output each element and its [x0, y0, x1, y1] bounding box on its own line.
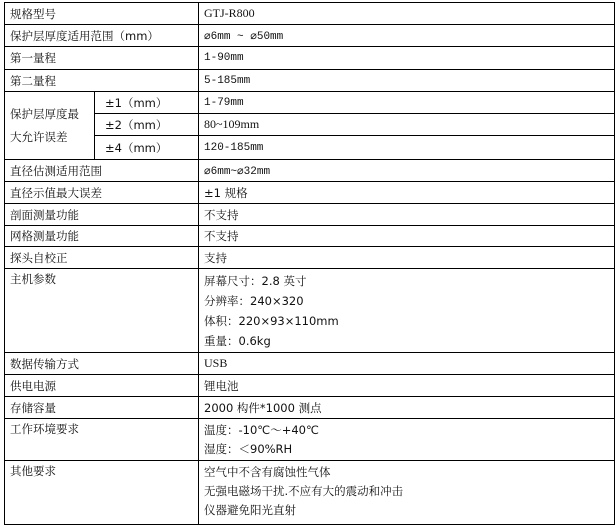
- table-row: [5, 47, 615, 70]
- value-line: 无强电磁场干扰.不应有大的震动和冲击: [204, 484, 404, 498]
- value-line: 屏幕尺寸：2.8 英寸: [204, 274, 307, 288]
- table-row: [5, 92, 615, 114]
- row-label: 探头自校正: [5, 247, 199, 269]
- row-label: 供电电源: [5, 375, 199, 397]
- table-row: [5, 182, 615, 204]
- value-line: 分辨率：240×320: [204, 294, 304, 308]
- row-label: 剖面测量功能: [5, 204, 199, 226]
- value-line: 重量：0.6kg: [204, 334, 271, 348]
- row-label: [5, 92, 95, 160]
- table-row: [5, 70, 615, 92]
- row-value: [199, 461, 615, 525]
- row-label: 数据传输方式: [5, 353, 199, 375]
- row-label: 第二量程: [5, 70, 199, 92]
- row-label: 主机参数: [5, 269, 199, 353]
- row-label: 其他要求: [5, 461, 199, 525]
- row-value: ⌀6mm~⌀32mm: [199, 160, 615, 182]
- table-row: [5, 114, 615, 136]
- spec-table: [4, 2, 615, 525]
- row-value: 不支持: [199, 204, 615, 226]
- table-row: [5, 25, 615, 47]
- row-value: 5-185mm: [199, 70, 615, 92]
- row-value: 120-185mm: [199, 136, 615, 160]
- table-row: [5, 419, 615, 461]
- row-value: 80~109mm: [199, 114, 615, 136]
- table-row: [5, 247, 615, 269]
- label-line: 保护层厚度最: [10, 106, 79, 121]
- row-label: 工作环境要求: [5, 419, 199, 461]
- value-line: 体积：220×93×110mm: [204, 314, 339, 328]
- table-row: [5, 269, 615, 353]
- row-label: 网格测量功能: [5, 226, 199, 247]
- table-row: [5, 204, 615, 226]
- row-label: 第一量程: [5, 47, 199, 70]
- table-row: [5, 3, 615, 25]
- row-label: 存储容量: [5, 397, 199, 419]
- row-value: GTJ-R800: [199, 3, 615, 25]
- row-value: 1-79mm: [199, 92, 615, 114]
- value-line: 湿度：＜90%RH: [204, 442, 293, 456]
- sub-label: ±2（mm）: [95, 114, 199, 136]
- table-row: [5, 160, 615, 182]
- table-row: [5, 136, 615, 160]
- table-row: [5, 375, 615, 397]
- row-value: [199, 419, 615, 461]
- table-row: [5, 461, 615, 525]
- row-value: USB: [199, 353, 615, 375]
- row-value: ⌀6mm ~ ⌀50mm: [199, 25, 615, 47]
- sub-label: ±1（mm）: [95, 92, 199, 114]
- row-value: 不支持: [199, 226, 615, 247]
- value-line: 温度：-10℃～+40℃: [204, 423, 319, 437]
- table-row: [5, 353, 615, 375]
- row-value: 支持: [199, 247, 615, 269]
- row-value: 锂电池: [199, 375, 615, 397]
- table-row: [5, 397, 615, 419]
- row-label: 规格型号: [5, 3, 199, 25]
- table-row: [5, 226, 615, 247]
- value-line: 空气中不含有腐蚀性气体: [204, 465, 331, 479]
- label-line: 大允许误差: [10, 129, 68, 144]
- row-value: [199, 269, 615, 353]
- sub-label: ±4（mm）: [95, 136, 199, 160]
- row-label: 直径示值最大误差: [5, 182, 199, 204]
- row-value: ±1 规格: [199, 182, 615, 204]
- row-value: 2000 构件*1000 测点: [199, 397, 615, 419]
- row-label: 直径估测适用范围: [5, 160, 199, 182]
- row-label: 保护层厚度适用范围（mm）: [5, 25, 199, 47]
- row-value: 1-90mm: [199, 47, 615, 70]
- value-line: 仪器避免阳光直射: [204, 503, 296, 517]
